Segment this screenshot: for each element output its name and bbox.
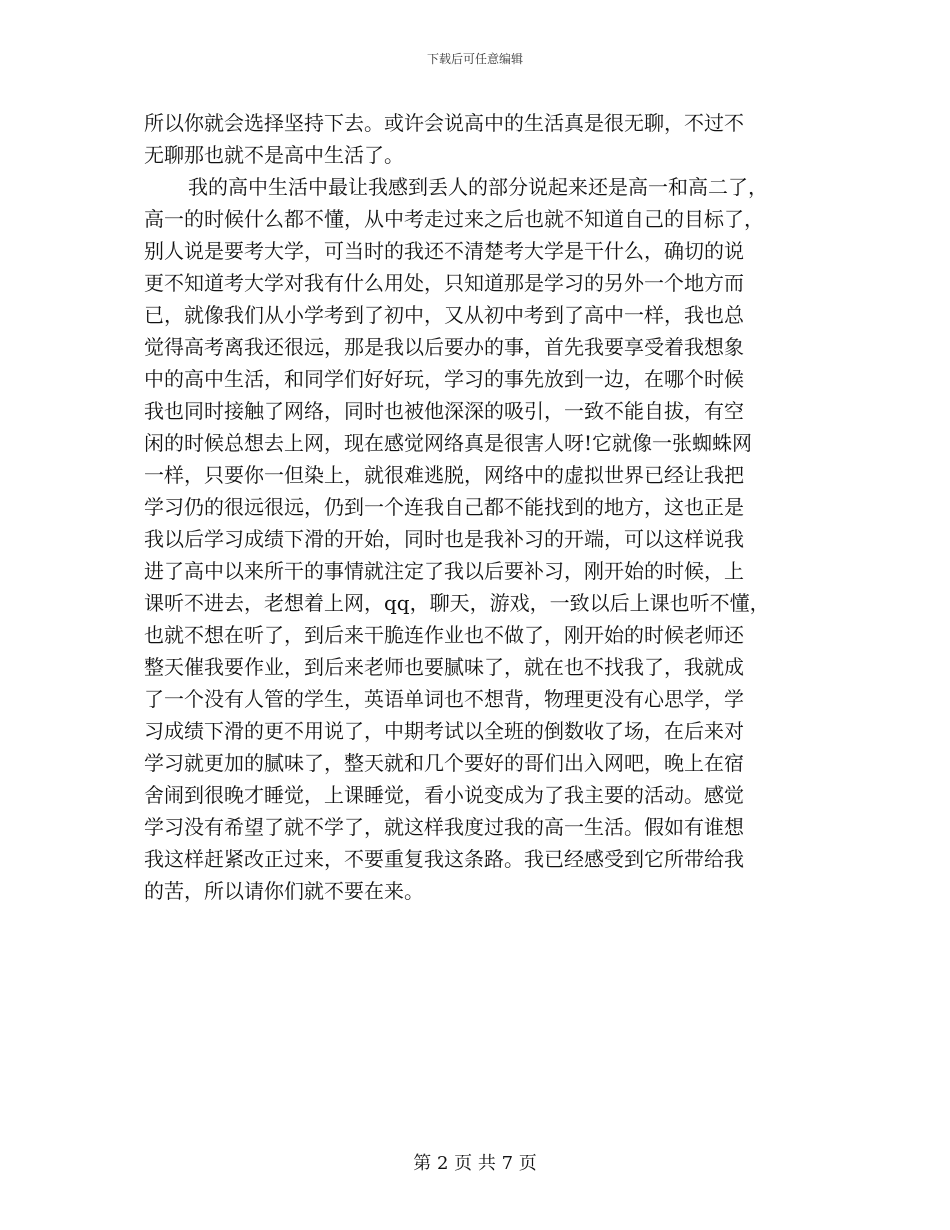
text-line: 闲的时候总想去上网，现在感觉网络真是很害人呀!它就像一张蜘蛛网 — [144, 431, 753, 455]
text-line: 也就不想在听了，到后来干脆连作业也不做了，刚开始的时候老师还 — [144, 623, 744, 647]
text-line: 学习没有希望了就不学了，就这样我度过我的高一生活。假如有谁想 — [144, 815, 744, 839]
text-line: 我这样赶紧改正过来，不要重复我这条路。我已经感受到它所带给我 — [144, 847, 744, 871]
text-line: 中的高中生活，和同学们好好玩，学习的事先放到一边，在哪个时候 — [144, 367, 744, 391]
text-line: 我也同时接触了网络，同时也被他深深的吸引，一致不能自拔，有空 — [144, 399, 744, 423]
text-line: 了一个没有人管的学生，英语单词也不想背，物理更没有心思学，学 — [144, 687, 744, 711]
text-line: 整天催我要作业，到后来老师也要腻味了，就在也不找我了，我就成 — [144, 655, 744, 679]
page-header: 下载后可任意编辑 — [426, 52, 523, 66]
text-line: 习成绩下滑的更不用说了，中期考试以全班的倒数收了场，在后来对 — [144, 719, 744, 743]
text-line: 已，就像我们从小学考到了初中，又从初中考到了高中一样，我也总 — [144, 303, 744, 327]
document-body — [144, 108, 810, 908]
text-line: 别人说是要考大学，可当时的我还不清楚考大学是干什么，确切的说 — [144, 239, 744, 263]
text-line: 课听不进去，老想着上网，qq，聊天，游戏，一致以后上课也听不懂， — [144, 591, 770, 615]
text-line: 舍闹到很晚才睡觉，上课睡觉，看小说变成为了我主要的活动。感觉 — [144, 783, 744, 807]
text-line: 的苦，所以请你们就不要在来。 — [144, 879, 424, 903]
text-line: 更不知道考大学对我有什么用处，只知道那是学习的另外一个地方而 — [144, 271, 744, 295]
text-line: 觉得高考离我还很远，那是我以后要办的事，首先我要享受着我想象 — [144, 335, 744, 359]
text-line: 进了高中以来所干的事情就注定了我以后要补习，刚开始的时候，上 — [144, 559, 744, 583]
text-line: 学习就更加的腻味了，整天就和几个要好的哥们出入网吧，晚上在宿 — [144, 751, 744, 775]
paragraph-first-line: 我的高中生活中最让我感到丢人的部分说起来还是高一和高二了， — [188, 175, 768, 199]
text-line: 我以后学习成绩下滑的开始，同时也是我补习的开端，可以这样说我 — [144, 527, 744, 551]
text-line: 无聊那也就不是高中生活了。 — [144, 143, 404, 167]
text-line: 所以你就会选择坚持下去。或许会说高中的生活真是很无聊，不过不 — [144, 111, 744, 135]
page-number: 第 2 页 共 7 页 — [413, 1153, 537, 1174]
text-line: 学习仍的很远很远，仍到一个连我自己都不能找到的地方，这也正是 — [144, 495, 744, 519]
text-line: 一样，只要你一但染上，就很难逃脱，网络中的虚拟世界已经让我把 — [144, 463, 744, 487]
text-line: 高一的时候什么都不懂，从中考走过来之后也就不知道自己的目标了， — [144, 207, 764, 231]
